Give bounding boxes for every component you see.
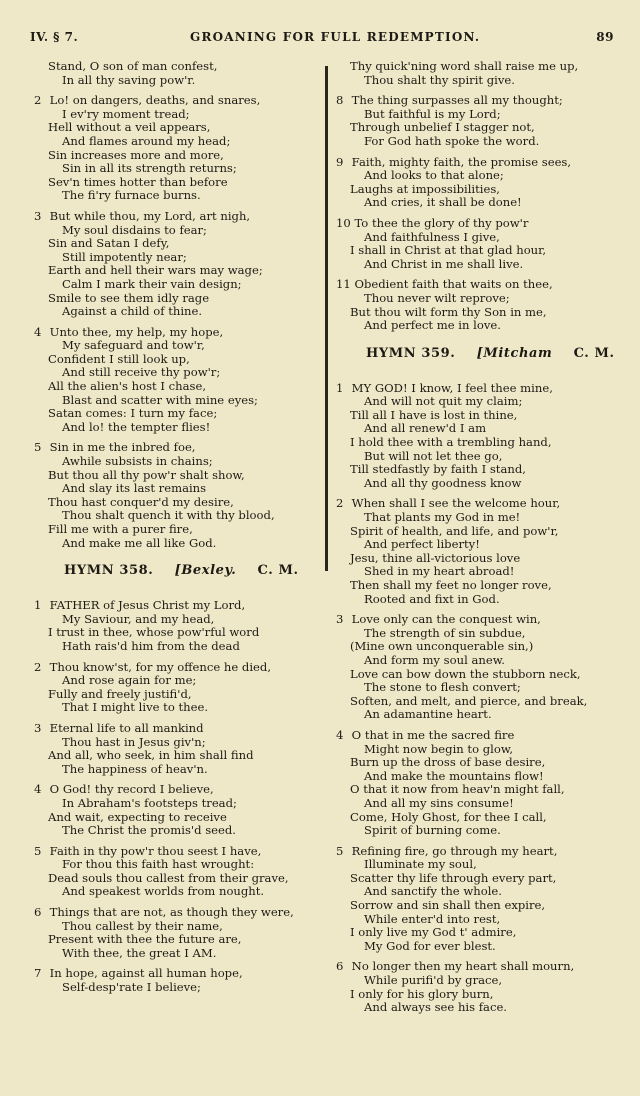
verse-number: 7	[34, 966, 42, 981]
verse-text: But while thou, my Lord, art nigh,	[46, 208, 251, 223]
verse-line: Confident I still look up,	[48, 351, 190, 366]
stanza	[34, 441, 324, 550]
stanza	[34, 845, 324, 899]
verse-line	[34, 783, 324, 797]
page-title: GROANING FOR FULL REDEMPTION.	[190, 30, 481, 44]
left-column	[34, 60, 324, 995]
verse-line: My Saviour, and my head,	[62, 611, 215, 626]
verse-number: 6	[34, 905, 42, 920]
verse-text: O that in me the sacred fire	[348, 727, 515, 742]
verse-line: Hell without a veil appears,	[48, 120, 211, 135]
verse-line: Thou hast conquer'd my desire,	[48, 494, 234, 509]
hymn-number: HYMN 358.	[64, 563, 154, 579]
verse-line: And will not quit my claim;	[364, 394, 523, 409]
verse-line: Fill me with a purer fire,	[48, 522, 193, 536]
stanza	[34, 722, 324, 776]
running-head	[30, 28, 620, 50]
verse-line	[336, 960, 626, 974]
verse-line: Sev'n times hotter than before	[48, 174, 228, 189]
verse-line: Till stedfastly by faith I stand,	[350, 462, 526, 477]
verse-number: 5	[34, 843, 42, 858]
stanza	[336, 845, 626, 954]
verse-number: 11	[336, 277, 351, 292]
verse-number: 9	[336, 154, 344, 169]
verse-line: In all thy saving pow'r.	[62, 72, 196, 87]
hymn-359-verses	[336, 375, 626, 1015]
verse-line: Spirit of health, and life, and pow'r,	[350, 523, 559, 538]
verse-line: Burn up the dross of base desire,	[350, 755, 546, 770]
verse-line	[336, 217, 626, 231]
verse-number: 4	[34, 324, 42, 339]
hymn-meter: C. M.	[573, 345, 615, 361]
verse-text: Things that are not, as though they were,	[46, 905, 294, 920]
verse-line: For God hath spoke the word.	[364, 133, 540, 148]
verse-line: And make me all like God.	[62, 535, 217, 550]
section-label: IV. § 7.	[30, 30, 79, 44]
verse-line: Soften, and melt, and pierce, and break,	[350, 693, 588, 708]
verse-line: Through unbelief I stagger not,	[350, 120, 535, 135]
verse-line: And perfect me in love.	[364, 318, 501, 333]
verse-line: Love can bow down the stubborn neck,	[350, 666, 581, 681]
hymn-meter: C. M.	[257, 563, 299, 579]
verse-number: 3	[34, 208, 42, 223]
verse-line	[336, 278, 626, 292]
verse-line: Sin in all its strength returns;	[62, 161, 237, 176]
verse-line: And cries, it shall be done!	[364, 195, 522, 210]
verse-line: And flames around my head;	[62, 133, 231, 148]
verse-line	[34, 661, 324, 675]
verse-line: Blast and scatter with mine eyes;	[62, 392, 258, 407]
verse-text: Sin in me the inbred foe,	[46, 440, 196, 455]
verse-line	[336, 382, 626, 396]
verse-line: I shall in Christ at that glad hour,	[350, 243, 547, 258]
hymn-tune: [Bexley.	[174, 563, 237, 579]
verse-line: Rooted and fixt in God.	[364, 591, 500, 606]
verse-line: The happiness of heav'n.	[62, 761, 208, 776]
verse-number: 2	[336, 496, 344, 511]
verse-number: 4	[34, 782, 42, 797]
verse-text: No longer then my heart shall mourn,	[348, 959, 575, 974]
verse-line	[34, 906, 324, 920]
verse-line: Thou hast in Jesus giv'n;	[62, 734, 206, 749]
verse-line: Awhile subsists in chains;	[62, 454, 213, 469]
page-number: 89	[596, 30, 614, 44]
verse-text: The thing surpasses all my thought;	[348, 93, 563, 108]
verse-line: Scatter thy life through every part,	[350, 870, 557, 885]
verse-line: Laughs at impossibilities,	[350, 181, 500, 196]
verse-line: That plants my God in me!	[364, 510, 521, 525]
verse-text: MY GOD! I know, I feel thee mine,	[348, 380, 553, 395]
verse-text: To thee the glory of thy pow'r	[350, 215, 529, 230]
verse-text: When shall I see the welcome hour,	[348, 496, 561, 511]
verse-line: I trust in thee, whose pow'rful word	[48, 625, 260, 640]
verse-line: Present with thee the future are,	[48, 932, 242, 947]
verse-line: Sin increases more and more,	[48, 147, 224, 162]
verse-line: And form my soul anew.	[364, 652, 505, 667]
verse-line: And looks to that alone;	[364, 168, 504, 183]
stanza	[336, 382, 626, 491]
verse-line: Satan comes: I turn my face;	[48, 406, 218, 421]
verse-line: Might now begin to glow,	[364, 741, 514, 756]
verse-line: Dead souls thou callest from their grave,	[48, 870, 289, 885]
verse-line: And all my sins consume!	[364, 795, 514, 810]
verse-number: 2	[34, 93, 42, 108]
verse-line: Fully and freely justifi'd,	[48, 686, 192, 701]
verse-line: Smile to see them idly rage	[48, 290, 210, 305]
verse-line: Stand, O son of man confest,	[48, 59, 218, 73]
verse-text: Refining fire, go through my heart,	[348, 843, 558, 858]
stanza	[336, 156, 626, 210]
verse-line: But thou wilt form thy Son in me,	[350, 304, 547, 319]
stanza	[336, 613, 626, 722]
verse-text: O God! thy record I believe,	[46, 782, 214, 797]
left-verses-continued	[34, 60, 324, 550]
verse-line: (Mine own unconquerable sin,)	[350, 639, 534, 654]
verse-line: Then shall my feet no longer rove,	[350, 578, 552, 592]
stanza	[34, 210, 324, 319]
verse-line: But thou all thy pow'r shalt show,	[48, 467, 245, 482]
verse-line: And make the mountains flow!	[364, 768, 544, 783]
verse-line: The strength of sin subdue,	[364, 625, 526, 640]
verse-text: Unto thee, my help, my hope,	[46, 324, 224, 339]
verse-line: I ev'ry moment tread;	[62, 106, 190, 121]
verse-line: For thou this faith hast wrought:	[62, 857, 255, 872]
verse-line: And perfect liberty!	[364, 537, 480, 552]
column-divider	[325, 66, 328, 571]
verse-line: And rose again for me;	[62, 673, 197, 688]
verse-line	[34, 326, 324, 340]
verse-line: Shed in my heart abroad!	[364, 564, 515, 579]
verse-line	[336, 845, 626, 859]
verse-line: Calm I mark their vain design;	[62, 276, 242, 291]
verse-line: Illuminate my soul,	[364, 857, 477, 872]
verse-line: Thy quick'ning word shall raise me up,	[350, 59, 579, 73]
verse-line: The stone to flesh convert;	[364, 680, 521, 695]
stanza	[336, 217, 626, 271]
stanza	[34, 326, 324, 435]
verse-line: But will not let thee go,	[364, 448, 503, 463]
stanza	[336, 94, 626, 148]
verse-line: An adamantine heart.	[364, 707, 492, 722]
verse-line: That I might live to thee.	[62, 700, 209, 715]
hymn-358-heading	[34, 560, 324, 582]
verse-line: Against a child of thine.	[62, 304, 203, 319]
verse-line: And wait, expecting to receive	[48, 809, 227, 824]
verse-line: I only for his glory burn,	[350, 986, 494, 1001]
verse-text: Faith, mighty faith, the promise sees,	[348, 154, 572, 169]
verse-line: And speakest worlds from nought.	[62, 884, 265, 899]
verse-line: And faithfulness I give,	[364, 229, 500, 244]
verse-text: Faith in thy pow'r thou seest I have,	[46, 843, 262, 858]
verse-line: Earth and hell their wars may wage;	[48, 263, 263, 278]
verse-line: Spirit of burning come.	[364, 823, 501, 838]
stanza	[34, 94, 324, 203]
verse-line	[34, 722, 324, 736]
stanza	[34, 599, 324, 653]
verse-line	[336, 497, 626, 511]
verse-line: My God for ever blest.	[364, 938, 496, 953]
verse-number: 5	[34, 440, 42, 455]
verse-line: Thou never wilt reprove;	[364, 290, 510, 305]
right-verses-continued	[336, 60, 626, 333]
verse-line: And sanctify the whole.	[364, 884, 502, 899]
verse-line: Sorrow and sin shall then expire,	[350, 898, 546, 913]
verse-text: Love only can the conquest win,	[348, 612, 541, 627]
verse-text: Obedient faith that waits on thee,	[350, 277, 553, 292]
verse-line: And still receive thy pow'r;	[62, 365, 221, 380]
verse-line: Thou callest by their name,	[62, 918, 223, 933]
stanza	[34, 783, 324, 837]
verse-number: 2	[34, 659, 42, 674]
verse-line: But faithful is my Lord;	[364, 106, 501, 121]
verse-number: 10	[336, 215, 351, 230]
verse-line: With thee, the great I AM.	[62, 945, 217, 960]
verse-text: FATHER of Jesus Christ my Lord,	[46, 598, 246, 613]
verse-line: And all thy goodness know	[364, 475, 522, 490]
verse-line	[34, 94, 324, 108]
hymn-number: HYMN 359.	[366, 345, 456, 361]
verse-line	[34, 210, 324, 224]
verse-number: 6	[336, 959, 344, 974]
verse-line: All the alien's host I chase,	[48, 379, 206, 394]
verse-line: I only live my God t' admire,	[350, 925, 517, 940]
verse-line: My safeguard and tow'r,	[62, 338, 205, 353]
verse-line: O that it now from heav'n might fall,	[350, 782, 565, 797]
verse-text: Lo! on dangers, deaths, and snares,	[46, 93, 261, 108]
verse-line	[336, 156, 626, 170]
verse-line: And always see his face.	[364, 1000, 507, 1015]
verse-text: Thou know'st, for my offence he died,	[46, 659, 272, 674]
verse-text: In hope, against all human hope,	[46, 966, 243, 981]
verse-line: Come, Holy Ghost, for thee I call,	[350, 809, 547, 824]
verse-line: While enter'd into rest,	[364, 911, 501, 926]
verse-line: I hold thee with a trembling hand,	[350, 435, 552, 450]
verse-line: Till all I have is lost in thine,	[350, 407, 518, 422]
verse-line: Self-desp'rate I believe;	[62, 980, 201, 995]
verse-line: Sin and Satan I defy,	[48, 236, 170, 251]
verse-line: Thou shalt thy spirit give.	[364, 72, 515, 87]
verse-line: The Christ the promis'd seed.	[62, 823, 236, 838]
verse-number: 1	[336, 380, 344, 395]
verse-line: My soul disdains to fear;	[62, 222, 207, 237]
verse-line	[34, 967, 324, 981]
hymn-tune: [Mitcham	[476, 345, 553, 361]
right-column	[336, 60, 626, 1015]
stanza	[34, 661, 324, 715]
stanza	[336, 960, 626, 1014]
stanza	[34, 967, 324, 994]
verse-line: And all, who seek, in him shall find	[48, 748, 254, 763]
verse-line: And slay its last remains	[62, 481, 207, 496]
verse-line: And all renew'd I am	[364, 421, 487, 436]
verse-line: Thou shalt quench it with thy blood,	[62, 508, 275, 523]
verse-number: 5	[336, 843, 344, 858]
verse-number: 1	[34, 598, 42, 613]
verse-number: 4	[336, 727, 344, 742]
verse-number: 8	[336, 93, 344, 108]
verse-line: The fi'ry furnace burns.	[62, 188, 201, 203]
verse-line	[336, 94, 626, 108]
verse-line: And lo! the tempter flies!	[62, 419, 211, 434]
verse-line: Hath rais'd him from the dead	[62, 638, 240, 653]
verse-line: Still impotently near;	[62, 249, 187, 264]
stanza	[34, 906, 324, 960]
verse-line	[336, 613, 626, 627]
stanza	[336, 497, 626, 606]
verse-line	[34, 441, 324, 455]
hymn-359-heading	[336, 343, 626, 365]
verse-line	[34, 845, 324, 859]
verse-line	[336, 729, 626, 743]
verse-line: Jesu, thine all-victorious love	[350, 550, 521, 565]
stanza	[336, 278, 626, 332]
verse-number: 3	[34, 720, 42, 735]
verse-line: And Christ in me shall live.	[364, 256, 524, 271]
verse-line: While purifi'd by grace,	[364, 973, 503, 988]
verse-line: In Abraham's footsteps tread;	[62, 795, 237, 810]
stanza	[336, 729, 626, 838]
verse-text: Eternal life to all mankind	[46, 720, 204, 735]
verse-line	[34, 599, 324, 613]
verse-number: 3	[336, 612, 344, 627]
hymn-358-verses	[34, 592, 324, 994]
